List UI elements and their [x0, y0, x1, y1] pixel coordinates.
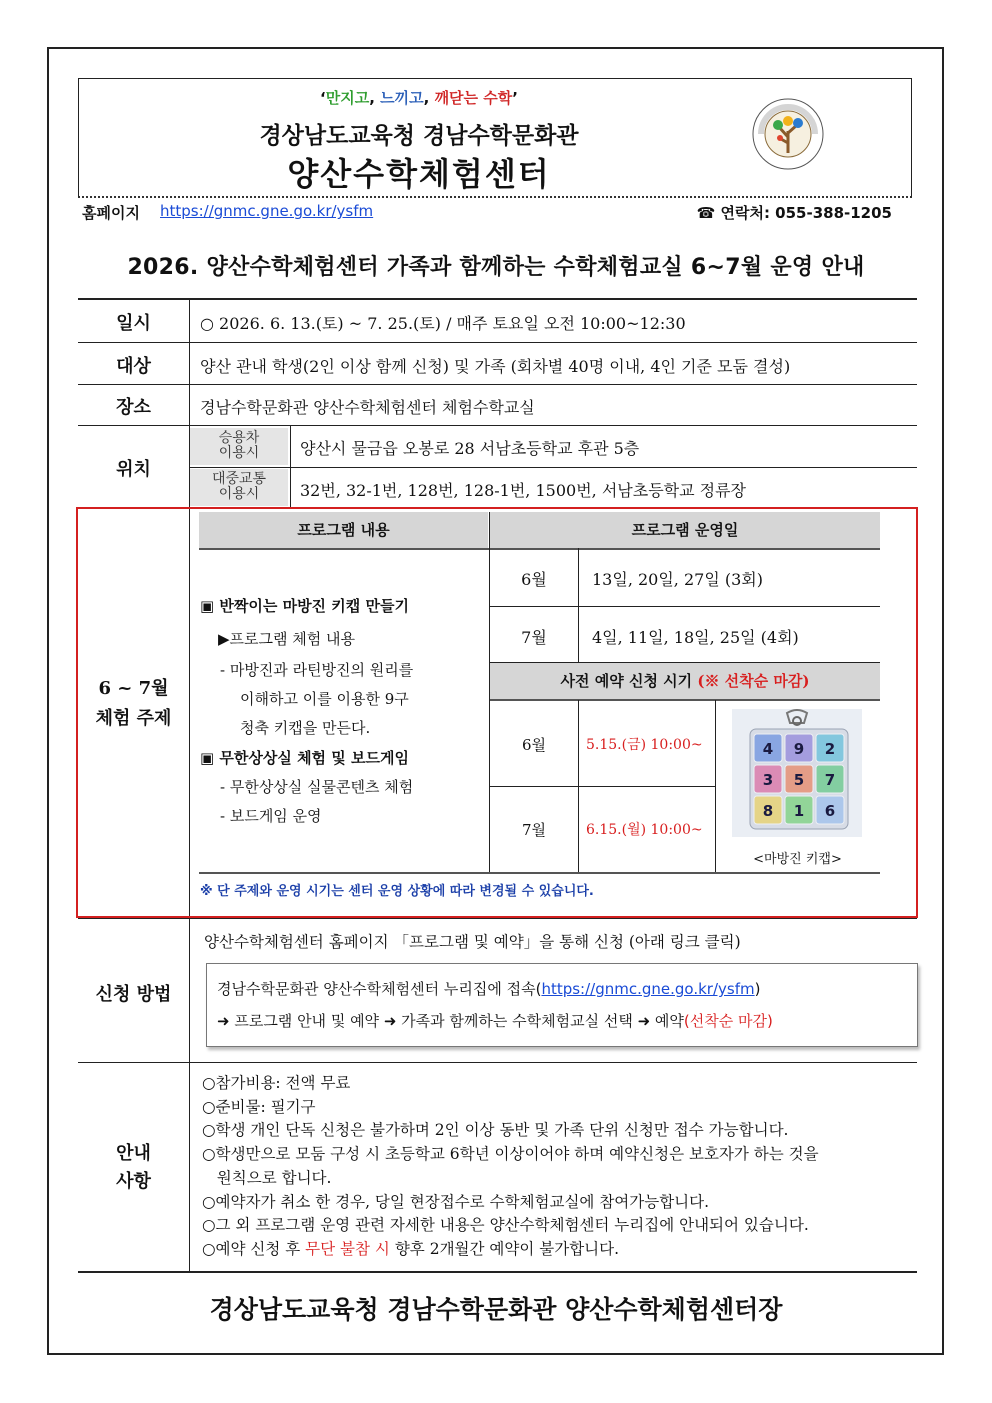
schedule-month: 6월 [521, 570, 547, 589]
row-line [78, 1062, 917, 1063]
org-name: 경상남도교육청 경남수학문화관 [259, 123, 579, 149]
inner-line [490, 786, 715, 787]
apply-line-2: ➜ 프로그램 안내 및 예약 ➜ 가족과 함께하는 수학체험교실 선택 ➜ 예약(선착순 마감) [217, 1012, 773, 1030]
program-line: 이해하고 이를 이용한 9구 [240, 690, 409, 708]
program-title: ▣ 무한상상실 체험 및 보드게임 [200, 749, 409, 767]
program-schedule-header: 프로그램 운영일 [490, 512, 880, 548]
car-directions: 양산시 물금읍 오봉로 28 서남초등학교 후관 5층 [300, 439, 640, 458]
homepage-link[interactable]: https://gnmc.gne.go.kr/ysfm [160, 202, 374, 220]
reserve-date: 5.15.(금) 10:00~ [586, 737, 703, 753]
note-item: ○예약자가 취소 한 경우, 당일 현장접수로 수학체험교실에 참여가능합니다. [202, 1192, 710, 1211]
homepage-label: 홈페이지 [82, 204, 140, 222]
keycap-digit: 7 [824, 771, 836, 789]
table-bottom-line [78, 1271, 917, 1273]
bus-directions: 32번, 32-1번, 128번, 128-1번, 1500번, 서남초등학교 정류장 [300, 481, 747, 500]
apply-intro: 양산수학체험센터 홈페이지 「프로그램 및 예약」을 통해 신청 (아래 링크 클릭) [204, 933, 741, 951]
notes-list [202, 1072, 819, 1262]
magic-square-keycap-image [732, 709, 862, 837]
inner-line [199, 872, 880, 874]
apply-link[interactable]: https://gnmc.gne.go.kr/ysfm [541, 980, 755, 998]
program-content-header: 프로그램 내용 [199, 512, 488, 548]
inner-line [490, 606, 880, 607]
notes-label: 안내 사항 [116, 1143, 151, 1192]
keycap-digit: 3 [762, 771, 774, 789]
car-label: 승용차 이용시 [190, 428, 288, 465]
keycap-digit: 8 [762, 802, 774, 820]
program-line: - 보드게임 운영 [220, 807, 322, 825]
note-item: ○참가비용: 전액 무료 [202, 1074, 351, 1092]
reserve-month: 6월 [521, 736, 547, 754]
theme-note: ※ 단 주제와 운영 시기는 센터 운영 상황에 따라 변경될 수 있습니다. [200, 884, 594, 899]
apply-steps-box [206, 963, 918, 1047]
program-line: ▶프로그램 체험 내용 [218, 630, 355, 648]
slogan: ‘만지고, 느끼고, 깨닫는 수학’ [320, 89, 518, 107]
note-item: ○학생 개인 단독 신청은 불가하며 2인 이상 동반 및 가족 단위 신청만 접수 가능합니다. [202, 1121, 789, 1140]
note-item: 원칙으로 합니다. [202, 1168, 332, 1187]
note-item: ○그 외 프로그램 운영 관련 자세한 내용은 양산수학체험센터 누리집에 안내되어 있습니다. [202, 1216, 809, 1235]
schedule-days: 13일, 20일, 27일 (3회) [592, 570, 763, 589]
program-title: ▣ 반짝이는 마방진 키캡 만들기 [200, 597, 409, 615]
row-line [78, 425, 917, 426]
apply-line-1: 경남수학문화관 양산수학체험센터 누리집에 접속(https://gnmc.gne.go.kr/ysfm) [217, 980, 761, 998]
note-item: ○준비물: 필기구 [202, 1097, 316, 1116]
keycap-digit: 9 [793, 740, 805, 758]
schedule-month: 7월 [521, 628, 547, 647]
keycap-digit: 4 [762, 740, 774, 758]
inner-line [715, 700, 716, 872]
keycap-digit: 6 [824, 802, 836, 820]
theme-label: 6 ~ 7월 체험 주제 [95, 678, 172, 729]
page-title: 2026. 양산수학체험센터 가족과 함께하는 수학체험교실 6~7월 운영 안내 [127, 255, 865, 280]
row-line [190, 467, 917, 468]
reserve-month: 7월 [521, 821, 547, 839]
program-line: - 마방진과 라틴방진의 원리를 [220, 661, 414, 679]
location-label: 위치 [116, 459, 151, 480]
program-line: - 무한상상실 실물콘텐츠 체험 [220, 778, 414, 796]
target-value: 양산 관내 학생(2인 이상 함께 신청) 및 가족 (회차별 40명 이내, 4인 기준 모둠 결성) [200, 357, 791, 376]
note-item: ○학생만으로 모둠 구성 시 초등학교 6학년 이상이어야 하며 예약신청은 보호자가 하는 것을 [202, 1145, 819, 1164]
keycap-caption: <마방진 키캡> [753, 852, 842, 867]
keycap-digit: 2 [824, 740, 836, 758]
bus-label: 대중교통 이용시 [190, 469, 288, 506]
place-label: 장소 [116, 397, 151, 418]
date-value: ○ 2026. 6. 13.(토) ~ 7. 25.(토) / 매주 토요일 오전 10:00~12:30 [200, 314, 686, 333]
reserve-header: 사전 예약 신청 시기 (※ 선착순 마감) [490, 663, 880, 699]
center-name: 양산수학체험센터 [287, 155, 551, 193]
row-line [78, 342, 917, 343]
program-line: 청축 키캡을 만든다. [240, 719, 371, 737]
keycap-digit: 5 [793, 771, 805, 789]
target-label: 대상 [116, 356, 151, 377]
schedule-days: 4일, 11일, 18일, 25일 (4회) [592, 628, 799, 647]
table-top-line [78, 298, 917, 300]
header-box [78, 78, 912, 198]
place-value: 경남수학문화관 양산수학체험센터 체험수학교실 [200, 398, 535, 417]
inner-line [490, 699, 880, 701]
apply-label: 신청 방법 [95, 984, 172, 1005]
center-logo-icon [751, 97, 825, 171]
footer-signature: 경상남도교육청 경남수학문화관 양산수학체험센터장 [209, 1295, 783, 1324]
note-item: ○예약 신청 후 무단 불참 시 향후 2개월간 예약이 불가합니다. [202, 1239, 620, 1258]
contact-info: ☎ 연락처: 055-388-1205 [696, 204, 892, 222]
inner-line [578, 548, 579, 662]
row-line [78, 384, 917, 385]
inner-line [199, 548, 880, 550]
date-label: 일시 [116, 313, 151, 334]
keycap-digit: 1 [793, 802, 805, 820]
column-line [290, 425, 291, 507]
reserve-date: 6.15.(월) 10:00~ [586, 822, 703, 838]
row-line [78, 918, 917, 919]
